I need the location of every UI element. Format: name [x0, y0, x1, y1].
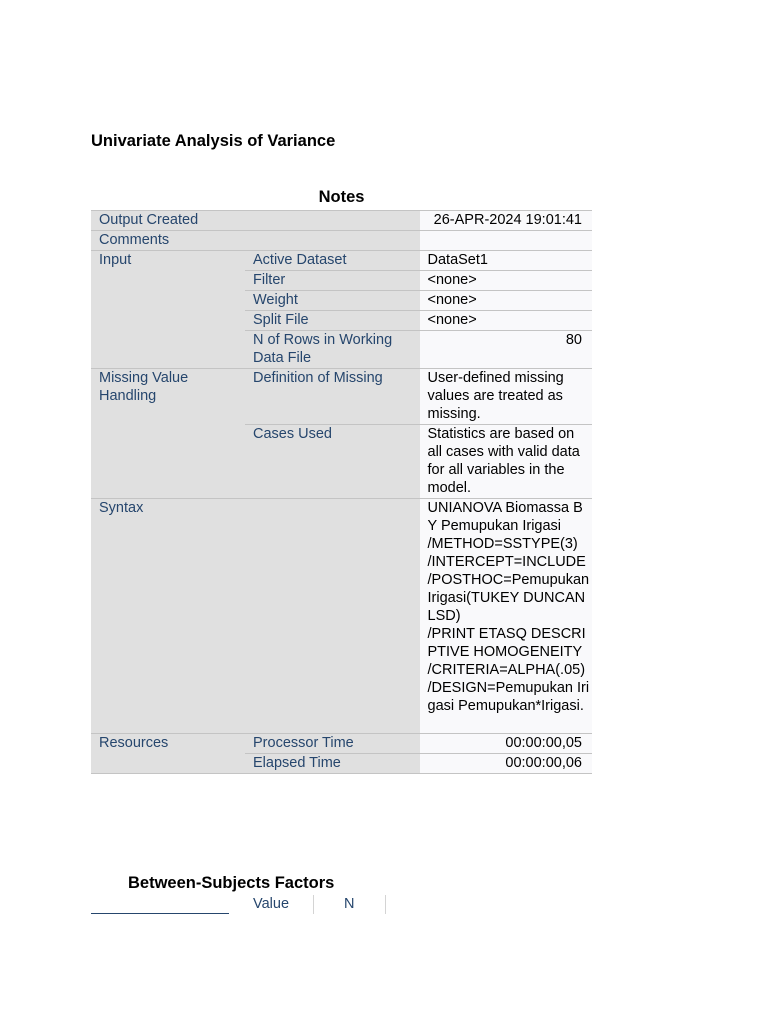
- notes-table: [91, 210, 592, 774]
- comments-value: [419, 231, 592, 251]
- n-column-header: N: [344, 896, 355, 912]
- filter-value: <none>: [419, 271, 592, 291]
- active-dataset-label: Active Dataset: [245, 251, 419, 271]
- input-label: Input: [91, 251, 245, 369]
- processor-time-value: 00:00:00,05: [419, 734, 592, 754]
- syntax-label: Syntax: [91, 499, 419, 734]
- missing-value-label: Missing Value Handling: [91, 369, 245, 499]
- elapsed-time-label: Elapsed Time: [245, 754, 419, 774]
- section-heading: Univariate Analysis of Variance: [91, 132, 336, 150]
- split-file-label: Split File: [245, 311, 419, 331]
- table-row: [91, 231, 592, 251]
- n-rows-label: N of Rows in Working Data File: [245, 331, 419, 369]
- filter-label: Filter: [245, 271, 419, 291]
- weight-value: <none>: [419, 291, 592, 311]
- active-dataset-value: DataSet1: [419, 251, 592, 271]
- syntax-line: /DESIGN=Pemupukan Irigasi Pemupukan*Irigasi.: [427, 680, 590, 714]
- table-row: [91, 369, 592, 425]
- notes-title: Notes: [318, 188, 365, 206]
- syntax-line: UNIANOVA Biomassa BY Pemupukan Irigasi: [427, 500, 583, 534]
- column-divider: [385, 895, 386, 914]
- syntax-line: /PRINT ETASQ DESCRIPTIVE HOMOGENEITY: [427, 626, 586, 660]
- syntax-value: [419, 499, 592, 734]
- comments-label: Comments: [91, 231, 419, 251]
- cases-used-value: Statistics are based on all cases with valid data for all variables in the model.: [419, 425, 592, 499]
- between-subjects-title: Between-Subjects Factors: [128, 874, 335, 892]
- definition-of-missing-label: Definition of Missing: [245, 369, 419, 425]
- table-row: [91, 734, 592, 754]
- syntax-line: /POSTHOC=Pemupukan Irigasi(TUKEY DUNCAN LSD): [427, 572, 590, 624]
- definition-of-missing-value: User-defined missing values are treated as missing.: [419, 369, 592, 425]
- resources-label: Resources: [91, 734, 245, 774]
- n-rows-value: 80: [419, 331, 592, 369]
- table-row: [91, 499, 592, 734]
- split-file-value: <none>: [419, 311, 592, 331]
- processor-time-label: Processor Time: [245, 734, 419, 754]
- elapsed-time-value: 00:00:00,06: [419, 754, 592, 774]
- syntax-line: /INTERCEPT=INCLUDE: [427, 554, 586, 570]
- table-row: [91, 211, 592, 231]
- column-divider: [313, 895, 314, 914]
- table-row: [91, 251, 592, 271]
- syntax-line: /CRITERIA=ALPHA(.05): [427, 662, 586, 678]
- weight-label: Weight: [245, 291, 419, 311]
- output-created-value: 26-APR-2024 19:01:41: [419, 211, 592, 231]
- output-created-label: Output Created: [91, 211, 419, 231]
- syntax-line: /METHOD=SSTYPE(3): [427, 536, 578, 552]
- cases-used-label: Cases Used: [245, 425, 419, 499]
- header-divider: [91, 913, 229, 914]
- value-column-header: Value: [253, 896, 290, 912]
